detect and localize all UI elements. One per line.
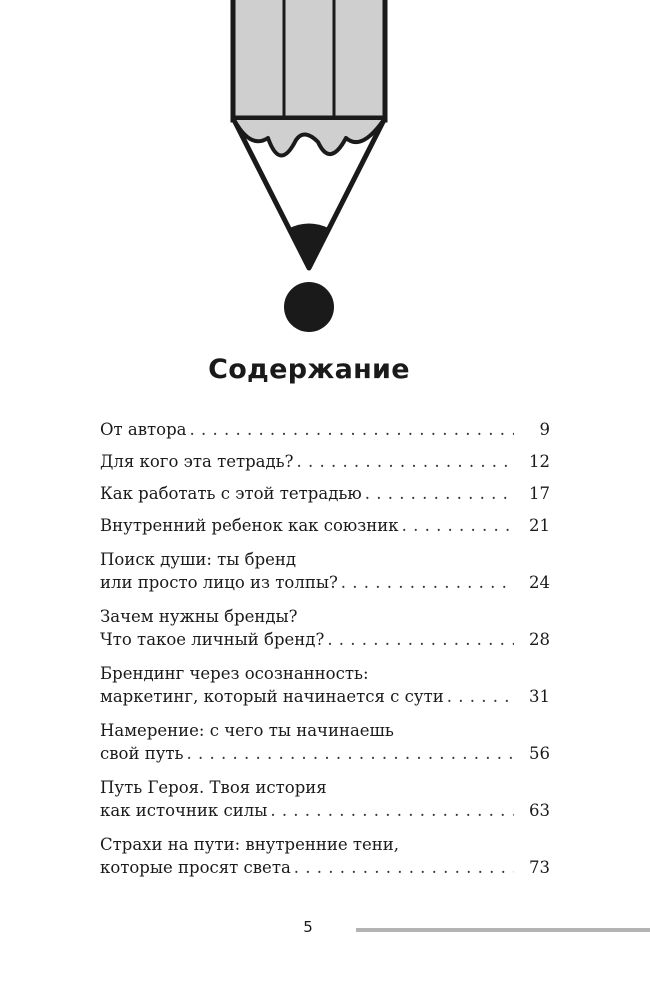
toc-entry: Брендинг через осознанность: маркетинг, который начинается с сути . . . 31	[100, 662, 550, 708]
exclamation-dot	[284, 282, 334, 332]
toc-page-number: 28	[529, 630, 550, 649]
toc-page-number: 73	[529, 858, 550, 877]
table-of-contents	[100, 418, 550, 879]
pencil-illustration	[0, 0, 650, 340]
toc-page-number: 24	[529, 573, 550, 592]
toc-page-number: 9	[539, 420, 550, 439]
toc-entry: Внутренний ребенок как союзник . . . 21	[100, 514, 550, 537]
toc-entry: Поиск души: ты бренд или просто лицо из толпы? . . . 24	[100, 548, 550, 594]
toc-page-number: 31	[529, 687, 550, 706]
toc-entry: От автора . . . 9	[100, 418, 550, 441]
page-number: 5	[303, 918, 313, 936]
toc-entry: Намерение: с чего ты начинаешь свой путь . . . 56	[100, 719, 550, 765]
toc-page-number: 12	[529, 452, 550, 471]
pencil-lead	[289, 225, 329, 268]
toc-entry: Зачем нужны бренды? Что такое личный бренд? . . . 28	[100, 605, 550, 651]
toc-page-number: 63	[529, 801, 550, 820]
footer-rule	[356, 928, 650, 932]
toc-entry: Как работать с этой тетрадью . . . 17	[100, 482, 550, 505]
toc-page-number: 56	[529, 744, 550, 763]
pencil-body	[233, 0, 385, 120]
toc-entry: Для кого эта тетрадь? . . . 12	[100, 450, 550, 473]
toc-entry: Страхи на пути: внутренние тени, которые просят света . . . 73	[100, 833, 550, 879]
toc-page-number: 21	[529, 516, 550, 535]
toc-page-number: 17	[529, 484, 550, 503]
page-title: Содержание	[208, 354, 410, 385]
toc-entry: Путь Героя. Твоя история как источник силы . . . 63	[100, 776, 550, 822]
